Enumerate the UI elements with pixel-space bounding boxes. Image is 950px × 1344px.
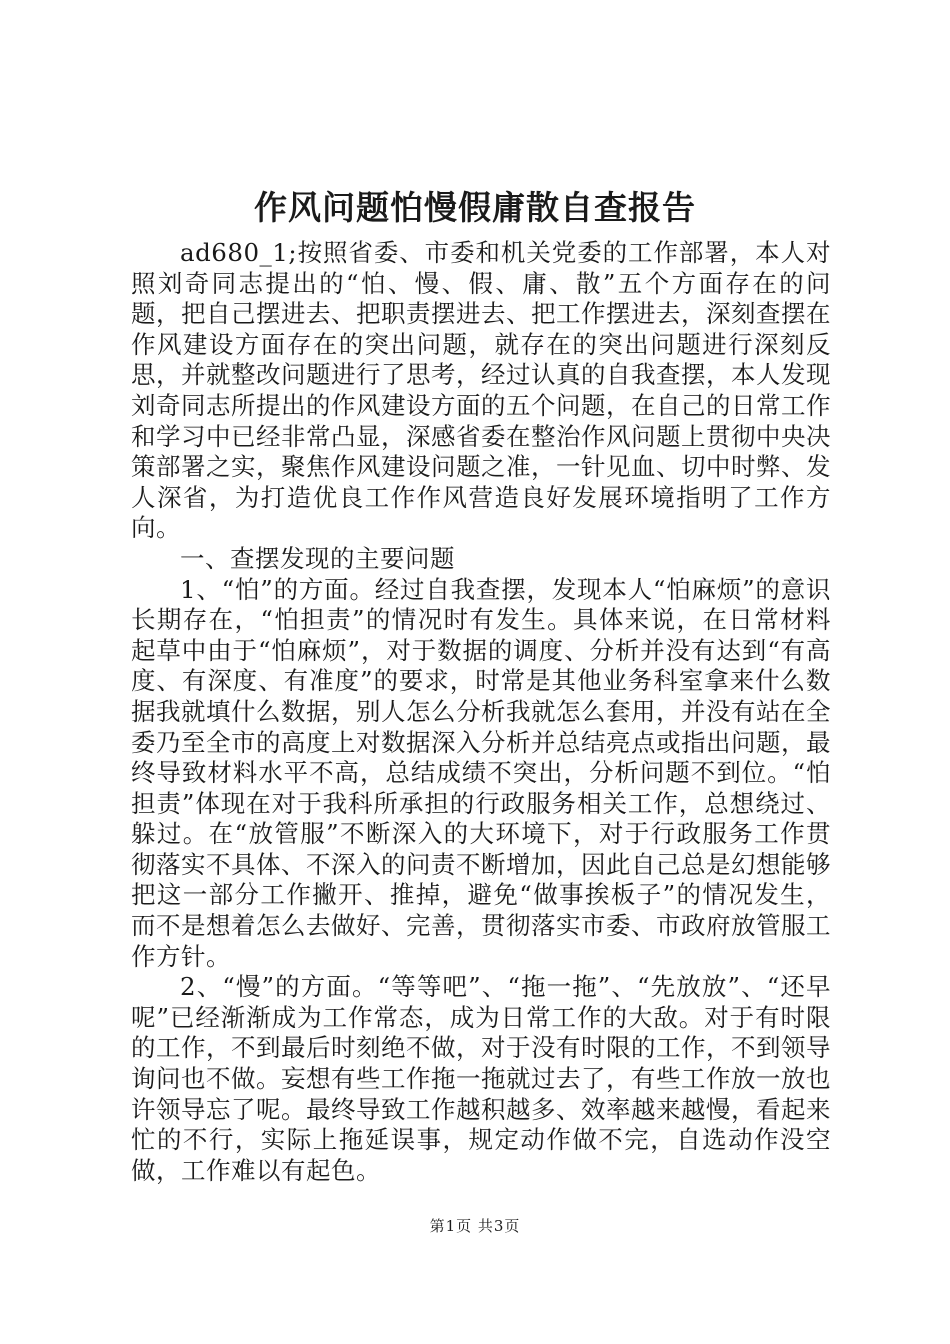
document-body: [131, 238, 831, 1186]
intro-paragraph: ad680_1;按照省委、市委和机关党委的工作部署，本人对照刘奇同志提出的“怕、慢、假、庸、散”五个方面存在的问题，把自己摆进去、把职责摆进去、把工作摆进去，深刻查摆在作风建设方面存在的突出问题，就存在的突出问题进行深刻反思，并就整改问题进行了思考，经过认真的自我查摆，本人发现刘奇同志所提出的作风建设方面的五个问题，在自己的日常工作和学习中已经非常凸显，深感省委在整治作风问题上贯彻中央决策部署之实，聚焦作风建设问题之准，一针见血、切中时弊、发人深省，为打造优良工作作风营造良好发展环境指明了工作方向。: [131, 238, 831, 543]
page-number-footer: 第1页 共3页: [429, 1217, 521, 1235]
section-heading: 一、查摆发现的主要问题: [180, 543, 455, 573]
body-paragraph-slow: 2、“慢”的方面。“等等吧”、“拖一拖”、“先放放”、“还早呢”已经渐渐成为工作常态，成为日常工作的大敌。对于有时限的工作，不到最后时刻绝不做，对于没有时限的工作，不到领导询问也不做。妄想有些工作拖一拖就过去了，有些工作放一放也许领导忘了呢。最终导致工作越积越多、效率越来越慢，看起来忙的不行，实际上拖延误事，规定动作做不完，自选动作没空做，工作难以有起色。: [131, 972, 831, 1185]
document-title: 作风问题怕慢假庸散自查报告: [254, 188, 696, 227]
body-paragraph-fear: 1、“怕”的方面。经过自我查摆，发现本人“怕麻烦”的意识长期存在，“怕担责”的情况时有发生。具体来说，在日常材料起草中由于“怕麻烦”，对于数据的调度、分析并没有达到“有高度、有深度、有准度”的要求，时常是其他业务科室拿来什么数据我就填什么数据，别人怎么分析我就怎么套用，并没有站在全委乃至全市的高度上对数据深入分析并总结亮点或指出问题，最终导致材料水平不高，总结成绩不突出，分析问题不到位。“怕担责”体现在对于我科所承担的行政服务相关工作，总想绕过、躲过。在“放管服”不断深入的大环境下，对于行政服务工作贯彻落实不具体、不深入的问责不断增加，因此自己总是幻想能够把这一部分工作撇开、推掉，避免“做事挨板子”的情况发生，而不是想着怎么去做好、完善，贯彻落实市委、市政府放管服工作方针。: [131, 574, 831, 971]
